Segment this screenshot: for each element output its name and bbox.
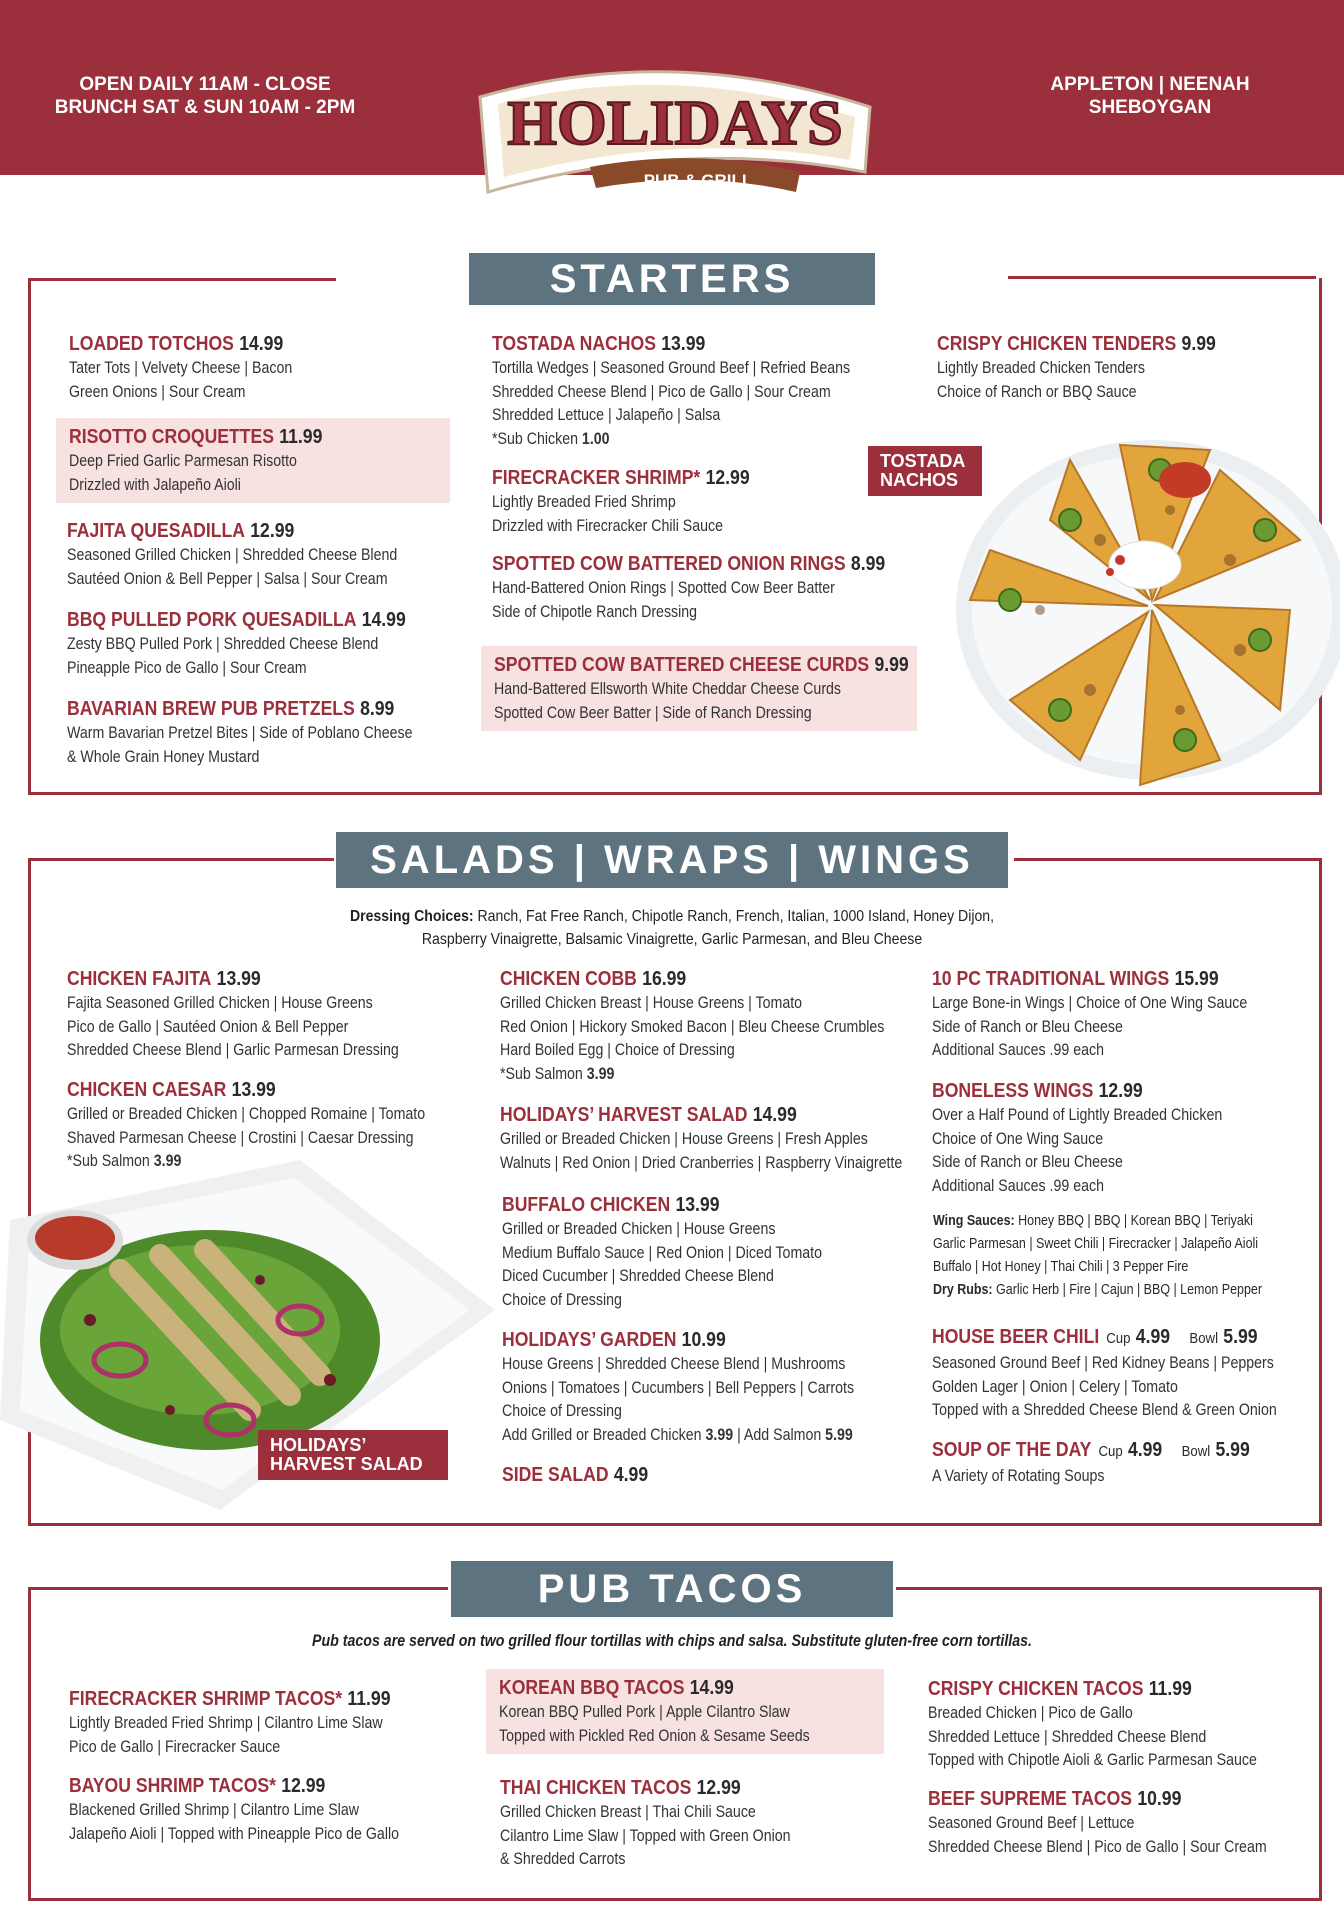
- item-price: 13.99: [216, 968, 261, 990]
- cup-price: 4.99: [1127, 1439, 1163, 1461]
- item-name: FIRECRACKER SHRIMP TACOS*: [69, 1688, 343, 1710]
- menu-item: [492, 331, 902, 451]
- sub-price: 3.99: [586, 1064, 615, 1083]
- add-option-2: | Add Salmon: [733, 1425, 822, 1444]
- item-desc: Grilled Chicken Breast | House Greens | Tomato: [500, 994, 803, 1012]
- dressing-choices: [300, 905, 1044, 951]
- salads-title: SALADS | WRAPS | WINGS: [336, 832, 1008, 888]
- item-name: BAVARIAN BREW PUB PRETZELS: [67, 698, 355, 720]
- cup-label: Cup: [1106, 1330, 1131, 1347]
- item-desc: Choice of Dressing: [502, 1290, 622, 1309]
- item-desc: Seasoned Ground Beef | Red Kidney Beans | Peppers: [932, 1354, 1274, 1372]
- item-name: SPOTTED COW BATTERED ONION RINGS: [492, 553, 846, 575]
- photo-label: [868, 446, 982, 496]
- item-desc: Walnuts | Red Onion | Dried Cranberries | Raspberry Vinaigrette: [500, 1153, 903, 1172]
- item-desc: Onions | Tomatoes | Cucumbers | Bell Peppers | Carrots: [502, 1378, 855, 1397]
- item-desc: Shredded Cheese Blend | Pico de Gallo | Sour Cream: [928, 1837, 1267, 1856]
- item-desc: Side of Chipotle Ranch Dressing: [492, 602, 698, 621]
- item-desc: Additional Sauces .99 each: [932, 1041, 1104, 1059]
- dry-rubs-text: Garlic Herb | Fire | Cajun | BBQ | Lemon Pepper: [992, 1282, 1262, 1298]
- menu-item-highlighted: [56, 418, 450, 503]
- menu-item: [69, 1773, 479, 1846]
- menu-item: [928, 1786, 1338, 1859]
- item-price: 8.99: [850, 553, 886, 575]
- item-price: 14.99: [689, 1677, 734, 1699]
- item-desc: Breaded Chicken | Pico de Gallo: [928, 1704, 1133, 1722]
- item-name: BEEF SUPREME TACOS: [928, 1788, 1133, 1810]
- wing-sauces: [933, 1210, 1333, 1302]
- item-price: 11.99: [347, 1688, 391, 1710]
- menu-item: [500, 1102, 910, 1175]
- item-price: 13.99: [661, 333, 706, 355]
- tacos-note: [180, 1630, 1164, 1653]
- item-desc: Diced Cucumber | Shredded Cheese Blend: [502, 1267, 774, 1285]
- logo-wordmark: HOLIDAYS: [507, 87, 843, 158]
- item-desc: Tortilla Wedges | Seasoned Ground Beef | Refried Beans: [492, 359, 851, 377]
- item-desc: Hard Boiled Egg | Choice of Dressing: [500, 1041, 735, 1059]
- item-price: 9.99: [1181, 333, 1216, 355]
- item-name: SIDE SALAD: [502, 1464, 609, 1486]
- item-desc: & Whole Grain Honey Mustard: [67, 747, 260, 766]
- item-name: CHICKEN CAESAR: [67, 1079, 227, 1101]
- item-desc: Shredded Cheese Blend | Pico de Gallo | Sour Cream: [492, 382, 831, 401]
- dressing-line: Ranch, Fat Free Ranch, Chipotle Ranch, French, Italian, 1000 Island, Honey Dijon,: [473, 908, 995, 925]
- item-desc: Blackened Grilled Shrimp | Cilantro Lime Slaw: [69, 1801, 359, 1819]
- hours-info: [40, 73, 370, 119]
- menu-item: [932, 1078, 1342, 1198]
- sub-option: *Sub Salmon: [500, 1064, 583, 1083]
- item-name: FAJITA QUESADILLA: [67, 520, 245, 542]
- item-desc: Grilled or Breaded Chicken | House Greens: [502, 1220, 776, 1238]
- item-price: 12.99: [250, 520, 295, 542]
- item-desc: Tater Tots | Velvety Cheese | Bacon: [69, 359, 293, 377]
- wing-sauces-text: Honey BBQ | BBQ | Korean BBQ | Teriyaki: [1014, 1213, 1253, 1229]
- item-desc: Topped with Pickled Red Onion & Sesame Seeds: [499, 1726, 810, 1745]
- sub-option: *Sub Chicken: [492, 429, 578, 448]
- item-desc: Medium Buffalo Sauce | Red Onion | Diced Tomato: [502, 1243, 823, 1262]
- item-desc: Deep Fried Garlic Parmesan Risotto: [69, 452, 297, 470]
- dry-rubs-label: Dry Rubs:: [933, 1282, 993, 1298]
- item-desc: Shredded Lettuce | Shredded Cheese Blend: [928, 1727, 1207, 1746]
- item-name: HOLIDAYS’ GARDEN: [502, 1329, 677, 1351]
- item-name: SOUP OF THE DAY: [932, 1439, 1092, 1461]
- menu-item: [937, 331, 1344, 404]
- item-desc: Lightly Breaded Chicken Tenders: [937, 359, 1145, 377]
- item-desc: Choice of Ranch or BBQ Sauce: [937, 382, 1137, 401]
- menu-item: [492, 551, 902, 624]
- item-price: 12.99: [696, 1777, 741, 1799]
- item-name: HOLIDAYS’ HARVEST SALAD: [500, 1104, 748, 1126]
- menu-item: [932, 1324, 1342, 1423]
- wing-sauces-label: Wing Sauces:: [933, 1213, 1015, 1229]
- item-desc: Pico de Gallo | Sautéed Onion & Bell Pepper: [67, 1017, 349, 1036]
- item-desc: Hand-Battered Ellsworth White Cheddar Cheese Curds: [494, 680, 842, 698]
- menu-item: [67, 966, 477, 1063]
- item-desc: Grilled Chicken Breast | Thai Chili Sauce: [500, 1803, 756, 1821]
- item-desc: House Greens | Shredded Cheese Blend | Mushrooms: [502, 1355, 846, 1373]
- menu-item: [67, 518, 477, 591]
- item-name: HOUSE BEER CHILI: [932, 1326, 1100, 1348]
- menu-item: [502, 1192, 912, 1312]
- item-desc: & Shredded Carrots: [500, 1850, 626, 1868]
- item-price: 14.99: [361, 609, 406, 631]
- item-name: BONELESS WINGS: [932, 1080, 1094, 1102]
- item-desc: Sautéed Onion & Bell Pepper | Salsa | Sour Cream: [67, 569, 388, 588]
- item-price: 10.99: [1137, 1788, 1182, 1810]
- locations-line-2: SHEBOYGAN: [1088, 97, 1212, 118]
- item-name: BAYOU SHRIMP TACOS*: [69, 1775, 277, 1797]
- item-desc: Over a Half Pound of Lightly Breaded Chicken: [932, 1106, 1223, 1124]
- menu-item: [502, 1462, 912, 1488]
- item-desc: Jalapeño Aioli | Topped with Pineapple Pico de Gallo: [69, 1824, 400, 1843]
- locations-info: [1000, 73, 1300, 119]
- menu-item: [928, 1676, 1338, 1773]
- sub-price: 3.99: [153, 1152, 182, 1170]
- item-desc: Shaved Parmesan Cheese | Crostini | Caesar Dressing: [67, 1128, 414, 1147]
- menu-item: [492, 465, 902, 538]
- item-name: CRISPY CHICKEN TENDERS: [937, 333, 1177, 355]
- item-price: 13.99: [675, 1194, 720, 1216]
- item-name: SPOTTED COW BATTERED CHEESE CURDS: [494, 654, 870, 676]
- item-desc: Zesty BBQ Pulled Pork | Shredded Cheese Blend: [67, 635, 379, 653]
- bowl-price: 5.99: [1223, 1326, 1258, 1348]
- dressing-line-2: Raspberry Vinaigrette, Balsamic Vinaigrette, Garlic Parmesan, and Bleu Cheese: [421, 931, 923, 948]
- bowl-label: Bowl: [1189, 1330, 1219, 1347]
- menu-item: [69, 331, 479, 404]
- menu-item-highlighted: [481, 646, 917, 731]
- item-desc: Seasoned Ground Beef | Lettuce: [928, 1814, 1135, 1832]
- item-name: LOADED TOTCHOS: [69, 333, 234, 355]
- bowl-price: 5.99: [1215, 1439, 1250, 1461]
- locations-line: APPLETON | NEENAH: [1050, 74, 1250, 95]
- item-desc: Grilled or Breaded Chicken | Chopped Romaine | Tomato: [67, 1105, 426, 1123]
- item-desc: Warm Bavarian Pretzel Bites | Side of Poblano Cheese: [67, 724, 413, 742]
- item-name: TOSTADA NACHOS: [492, 333, 656, 355]
- dressing-label: Dressing Choices:: [349, 908, 474, 925]
- item-price: 4.99: [613, 1464, 649, 1486]
- item-price: 9.99: [874, 654, 909, 676]
- item-price: 12.99: [1098, 1080, 1143, 1102]
- item-desc: Green Onions | Sour Cream: [69, 382, 246, 401]
- tacos-title: PUB TACOS: [451, 1561, 893, 1617]
- item-desc: Korean BBQ Pulled Pork | Apple Cilantro Slaw: [499, 1703, 790, 1721]
- hours-line: OPEN DAILY 11AM - CLOSE: [79, 74, 331, 95]
- sub-price: 1.00: [581, 429, 610, 448]
- menu-item: [502, 1327, 912, 1447]
- item-desc: Drizzled with Firecracker Chili Sauce: [492, 516, 724, 535]
- item-name: CRISPY CHICKEN TACOS: [928, 1678, 1144, 1700]
- item-desc: Lightly Breaded Fried Shrimp | Cilantro Lime Slaw: [69, 1714, 383, 1732]
- item-desc: Lightly Breaded Fried Shrimp: [492, 493, 676, 511]
- bowl-label: Bowl: [1181, 1443, 1211, 1460]
- item-desc: Additional Sauces .99 each: [932, 1176, 1104, 1195]
- wing-sauces-text-2: Garlic Parmesan | Sweet Chili | Firecracker | Jalapeño Aioli: [933, 1236, 1259, 1252]
- item-name: THAI CHICKEN TACOS: [500, 1777, 692, 1799]
- add-price: 3.99: [705, 1425, 734, 1444]
- item-desc: Seasoned Grilled Chicken | Shredded Cheese Blend: [67, 546, 398, 564]
- tostada-nachos-photo: [920, 400, 1340, 795]
- item-name: 10 PC TRADITIONAL WINGS: [932, 968, 1170, 990]
- item-price: 14.99: [752, 1104, 797, 1126]
- item-price: 8.99: [360, 698, 395, 720]
- item-desc: A Variety of Rotating Soups: [932, 1467, 1105, 1485]
- item-desc: Side of Ranch or Bleu Cheese: [932, 1153, 1123, 1171]
- add-option: Add Grilled or Breaded Chicken: [502, 1425, 702, 1444]
- item-price: 10.99: [681, 1329, 726, 1351]
- item-price: 15.99: [1174, 968, 1219, 990]
- item-price: 12.99: [281, 1775, 326, 1797]
- item-desc: Spotted Cow Beer Batter | Side of Ranch Dressing: [494, 703, 812, 722]
- item-desc: Fajita Seasoned Grilled Chicken | House Greens: [67, 994, 373, 1012]
- menu-item: [932, 1437, 1342, 1489]
- photo-label-text: TOSTADA NACHOS: [880, 451, 965, 490]
- item-name: CHICKEN FAJITA: [67, 968, 212, 990]
- holidays-logo: [470, 42, 880, 207]
- menu-item: [67, 696, 477, 769]
- item-desc: Grilled or Breaded Chicken | House Greens | Fresh Apples: [500, 1130, 868, 1148]
- item-desc: Hand-Battered Onion Rings | Spotted Cow Beer Batter: [492, 579, 835, 597]
- item-price: 11.99: [279, 426, 323, 448]
- menu-item-highlighted: [486, 1669, 884, 1754]
- photo-label-text: HOLIDAYS’ HARVEST SALAD: [270, 1435, 423, 1474]
- cup-label: Cup: [1098, 1443, 1123, 1460]
- logo-subtitle: PUB & GRILL: [643, 171, 753, 190]
- item-desc: Pico de Gallo | Firecracker Sauce: [69, 1737, 281, 1756]
- item-desc: Shredded Cheese Blend | Garlic Parmesan Dressing: [67, 1041, 399, 1059]
- item-desc: Pineapple Pico de Gallo | Sour Cream: [67, 658, 307, 677]
- item-name: KOREAN BBQ TACOS: [499, 1677, 685, 1699]
- item-desc: Cilantro Lime Slaw | Topped with Green Onion: [500, 1826, 791, 1845]
- item-name: BBQ PULLED PORK QUESADILLA: [67, 609, 357, 631]
- menu-item: [500, 966, 910, 1086]
- add-price-2: 5.99: [825, 1425, 853, 1444]
- item-price: 11.99: [1148, 1678, 1192, 1700]
- item-price: 14.99: [239, 333, 284, 355]
- item-desc: Golden Lager | Onion | Celery | Tomato: [932, 1377, 1178, 1396]
- item-desc: Shredded Lettuce | Jalapeño | Salsa: [492, 406, 721, 424]
- photo-label: [258, 1430, 448, 1480]
- item-desc: Side of Ranch or Bleu Cheese: [932, 1017, 1123, 1036]
- menu-item: [67, 607, 477, 680]
- item-desc: Choice of Dressing: [502, 1402, 622, 1420]
- brunch-line: BRUNCH SAT & SUN 10AM - 2PM: [54, 97, 356, 118]
- tacos-note-text: Pub tacos are served on two grilled flour tortillas with chips and salsa. Substitute gluten-free corn tortillas.: [312, 1632, 1032, 1650]
- item-desc: Choice of One Wing Sauce: [932, 1129, 1104, 1148]
- item-desc: Topped with Chipotle Aioli & Garlic Parmesan Sauce: [928, 1751, 1257, 1769]
- item-price: 13.99: [231, 1079, 276, 1101]
- wing-sauces-text-3: Buffalo | Hot Honey | Thai Chili | 3 Pepper Fire: [933, 1259, 1189, 1275]
- starters-title: STARTERS: [469, 253, 875, 305]
- item-name: FIRECRACKER SHRIMP*: [492, 467, 701, 489]
- item-name: BUFFALO CHICKEN: [502, 1194, 671, 1216]
- item-price: 16.99: [642, 968, 687, 990]
- item-name: CHICKEN COBB: [500, 968, 637, 990]
- item-desc: Large Bone-in Wings | Choice of One Wing Sauce: [932, 994, 1248, 1012]
- item-desc: Drizzled with Jalapeño Aioli: [69, 475, 241, 494]
- item-desc: Red Onion | Hickory Smoked Bacon | Bleu Cheese Crumbles: [500, 1017, 885, 1036]
- menu-item: [932, 966, 1342, 1063]
- sub-option: *Sub Salmon: [67, 1152, 150, 1170]
- cup-price: 4.99: [1135, 1326, 1171, 1348]
- menu-item: [69, 1686, 479, 1759]
- item-desc: Topped with a Shredded Cheese Blend & Green Onion: [932, 1401, 1277, 1419]
- item-name: RISOTTO CROQUETTES: [69, 426, 275, 448]
- item-price: 12.99: [705, 467, 750, 489]
- menu-item: [500, 1775, 910, 1872]
